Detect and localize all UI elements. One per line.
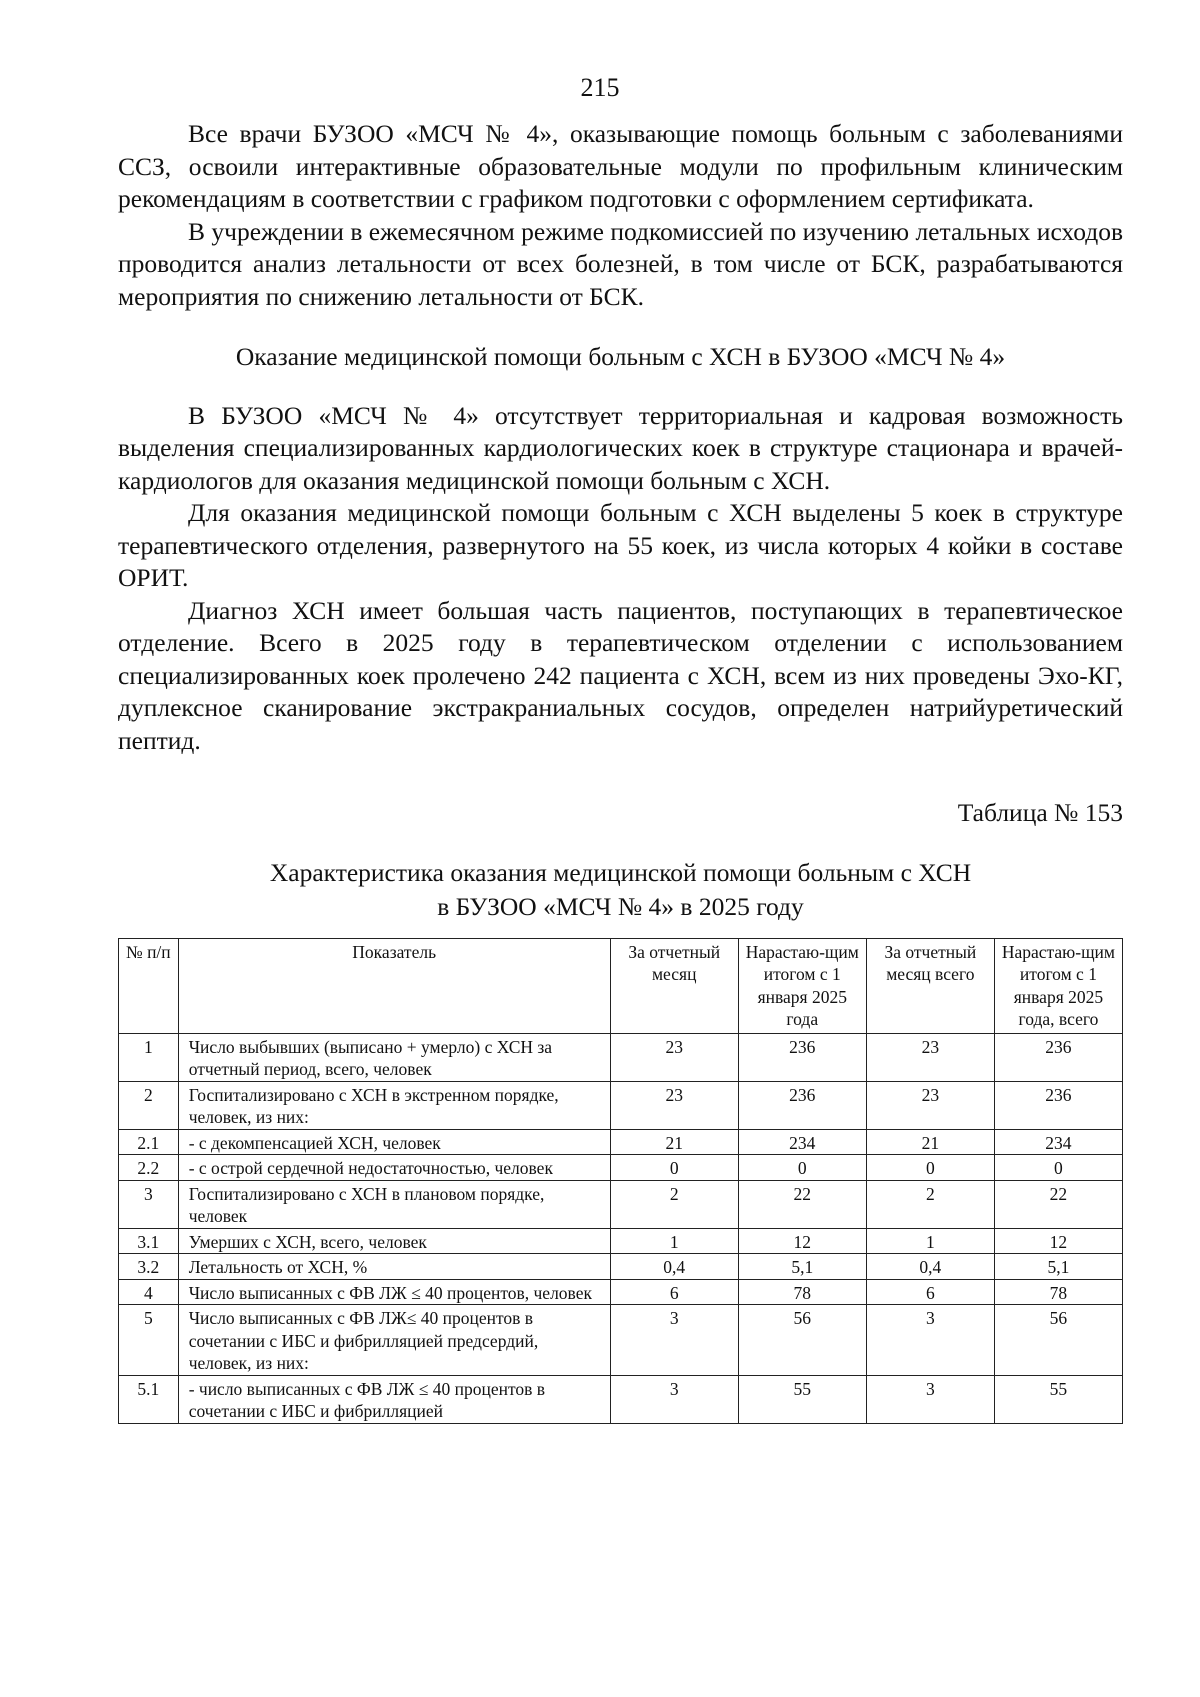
value-cell: 23 (610, 1081, 738, 1129)
value-cell: 6 (866, 1279, 994, 1305)
column-header: Нарастаю-щим итогом с 1 января 2025 года (738, 938, 866, 1033)
value-cell: 22 (994, 1180, 1122, 1228)
indicator-cell: Летальность от ХСН, % (178, 1254, 610, 1280)
value-cell: 3 (866, 1305, 994, 1376)
value-cell: 12 (994, 1228, 1122, 1254)
table-row (119, 1081, 1123, 1129)
table-header-row (119, 938, 1123, 1033)
page-number: 215 (580, 73, 620, 102)
value-cell: 5,1 (994, 1254, 1122, 1280)
value-cell: 23 (610, 1033, 738, 1081)
paragraph: Диагноз ХСН имеет большая часть пациентов, поступающих в терапевтическое отделение. Всего в 2025 году в терапевтическом отделении с использованием специализированных коек пролечено 242 пациента с ХСН, всем из них проведены Эхо-КГ, дуплексное сканирование экстракраниальных сосудов, определен натрийуретический пептид. (118, 595, 1123, 755)
value-cell: 0 (738, 1155, 866, 1181)
column-header: Показатель (178, 938, 610, 1033)
table-title (118, 856, 1123, 924)
value-cell: 236 (994, 1081, 1122, 1129)
table-row (119, 1180, 1123, 1228)
value-cell: 2 (610, 1180, 738, 1228)
value-cell: 55 (738, 1375, 866, 1423)
row-number-cell: 2.1 (119, 1129, 179, 1155)
value-cell: 236 (738, 1033, 866, 1081)
indicator-cell: Число выписанных с ФВ ЛЖ ≤ 40 процентов, человек (178, 1279, 610, 1305)
indicator-cell: - с острой сердечной недостаточностью, человек (178, 1155, 610, 1181)
row-number-cell: 3 (119, 1180, 179, 1228)
value-cell: 55 (994, 1375, 1122, 1423)
value-cell: 0,4 (610, 1254, 738, 1280)
table-row (119, 1305, 1123, 1376)
table-row (119, 1228, 1123, 1254)
value-cell: 0 (610, 1155, 738, 1181)
value-cell: 1 (866, 1228, 994, 1254)
value-cell: 56 (738, 1305, 866, 1376)
paragraph: В БУЗОО «МСЧ № 4» отсутствует территориальная и кадровая возможность выделения специализированных кардиологических коек в структуре стационара и врачей-кардиологов для оказания медицинской помощи больным с ХСН. (118, 400, 1123, 495)
value-cell: 236 (994, 1033, 1122, 1081)
column-header: Нарастаю-щим итогом с 1 января 2025 года, всего (994, 938, 1122, 1033)
indicator-cell: Госпитализировано с ХСН в экстренном порядке, человек, из них: (178, 1081, 610, 1129)
row-number-cell: 2 (119, 1081, 179, 1129)
row-number-cell: 1 (119, 1033, 179, 1081)
table-title-line: в БУЗОО «МСЧ № 4» в 2025 году (437, 891, 804, 921)
row-number-cell: 5.1 (119, 1375, 179, 1423)
indicator-cell: Число выбывших (выписано + умерло) с ХСН за отчетный период, всего, человек (178, 1033, 610, 1081)
indicator-cell: - число выписанных с ФВ ЛЖ ≤ 40 процентов в сочетании с ИБС и фибрилляцией (178, 1375, 610, 1423)
value-cell: 0,4 (866, 1254, 994, 1280)
table-body (119, 1033, 1123, 1423)
column-header: № п/п (119, 938, 179, 1033)
row-number-cell: 3.1 (119, 1228, 179, 1254)
paragraph: Для оказания медицинской помощи больным с ХСН выделены 5 коек в структуре терапевтического отделения, развернутого на 55 коек, из числа которых 4 койки в составе ОРИТ. (118, 498, 1123, 592)
value-cell: 3 (866, 1375, 994, 1423)
value-cell: 23 (866, 1033, 994, 1081)
row-number-cell: 5 (119, 1305, 179, 1376)
value-cell: 0 (994, 1155, 1122, 1181)
table-row (119, 1155, 1123, 1181)
table-row (119, 1375, 1123, 1423)
table-row (119, 1254, 1123, 1280)
value-cell: 21 (610, 1129, 738, 1155)
table-number: Таблица № 153 (957, 798, 1123, 827)
table-row (119, 1279, 1123, 1305)
value-cell: 6 (610, 1279, 738, 1305)
data-table (118, 938, 1123, 1424)
value-cell: 1 (610, 1228, 738, 1254)
value-cell: 236 (738, 1081, 866, 1129)
table-title-line: Характеристика оказания медицинской помощи больным с ХСН (269, 857, 972, 887)
column-header: За отчетный месяц (610, 938, 738, 1033)
row-number-cell: 2.2 (119, 1155, 179, 1181)
paragraph: В учреждении в ежемесячном режиме подкомиссией по изучению летальных исходов проводится анализ летальности от всех болезней, в том числе от БСК, разрабатываются мероприятия по снижению летальности от БСК. (118, 216, 1123, 311)
value-cell: 78 (994, 1279, 1122, 1305)
value-cell: 234 (738, 1129, 866, 1155)
value-cell: 12 (738, 1228, 866, 1254)
indicator-cell: Число выписанных с ФВ ЛЖ≤ 40 процентов в сочетании с ИБС и фибрилляцией предсердий, человек, из них: (178, 1305, 610, 1376)
value-cell: 22 (738, 1180, 866, 1228)
row-number-cell: 4 (119, 1279, 179, 1305)
section-heading: Оказание медицинской помощи больным с ХСН в БУЗОО «МСЧ № 4» (235, 342, 1006, 371)
value-cell: 78 (738, 1279, 866, 1305)
paragraph: Все врачи БУЗОО «МСЧ № 4», оказывающие помощь больным с заболеваниями ССЗ, освоили интерактивные образовательные модули по профильным клиническим рекомендациям в соответствии с графиком подготовки с оформлением сертификата. (118, 119, 1123, 213)
value-cell: 21 (866, 1129, 994, 1155)
column-header: За отчетный месяц всего (866, 938, 994, 1033)
indicator-cell: - с декомпенсацией ХСН, человек (178, 1129, 610, 1155)
row-number-cell: 3.2 (119, 1254, 179, 1280)
table-row (119, 1033, 1123, 1081)
page-content (118, 118, 1123, 1424)
indicator-cell: Умерших с ХСН, всего, человек (178, 1228, 610, 1254)
value-cell: 3 (610, 1305, 738, 1376)
value-cell: 23 (866, 1081, 994, 1129)
value-cell: 56 (994, 1305, 1122, 1376)
table-row (119, 1129, 1123, 1155)
value-cell: 0 (866, 1155, 994, 1181)
value-cell: 5,1 (738, 1254, 866, 1280)
indicator-cell: Госпитализировано с ХСН в плановом порядке, человек (178, 1180, 610, 1228)
value-cell: 3 (610, 1375, 738, 1423)
value-cell: 234 (994, 1129, 1122, 1155)
value-cell: 2 (866, 1180, 994, 1228)
